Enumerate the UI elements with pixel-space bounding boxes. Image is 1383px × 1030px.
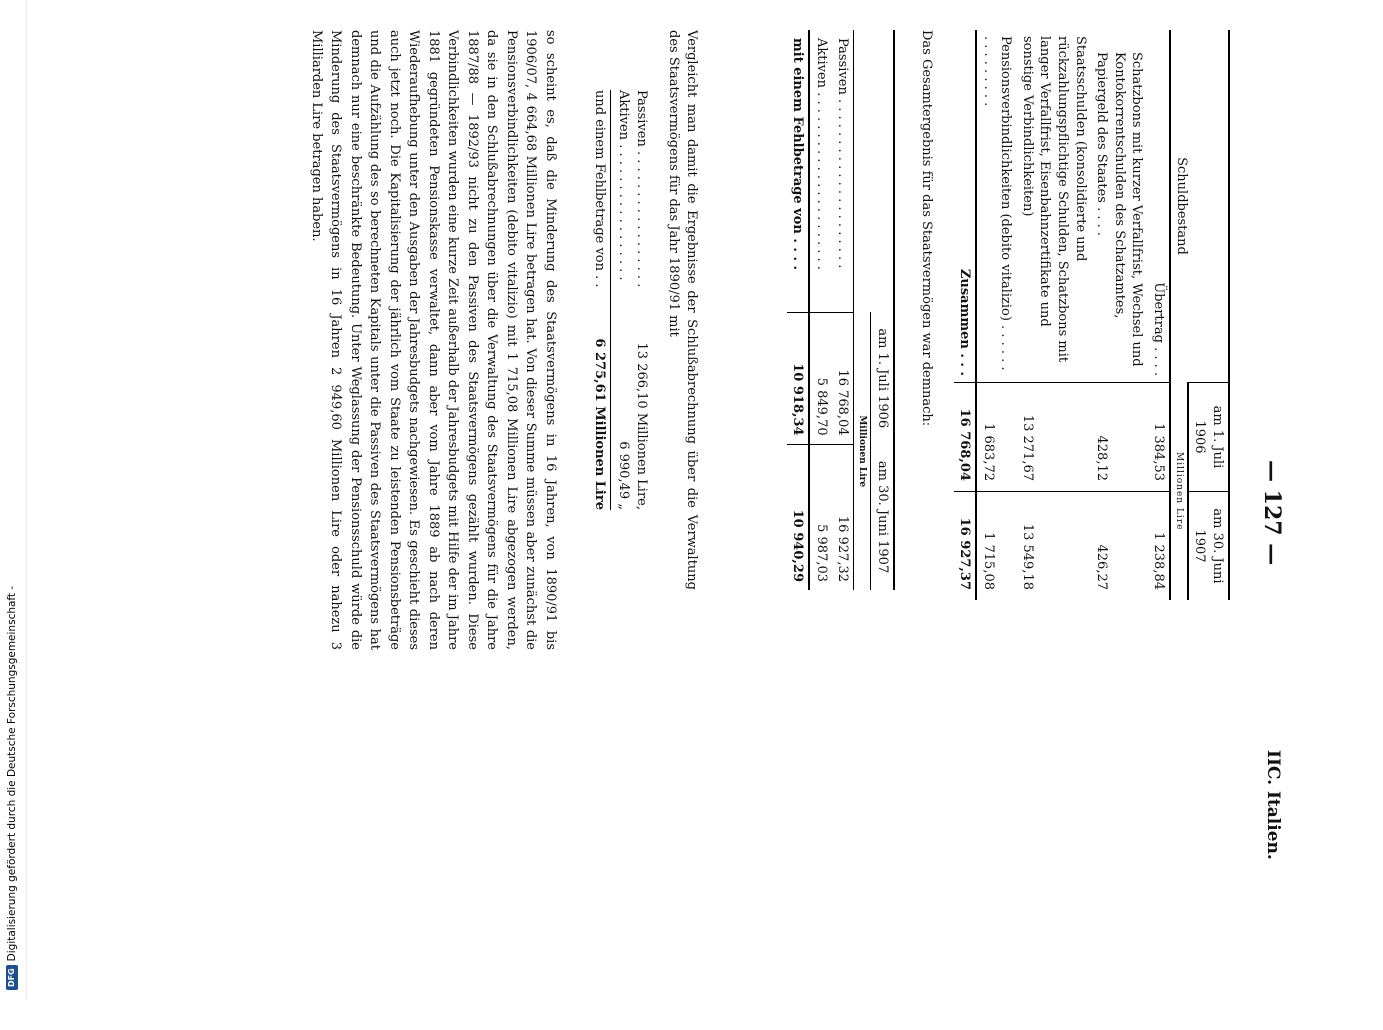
- debt-table-header-1907: am 30. Juni 1907: [1188, 492, 1229, 601]
- summary-intro: Das Gesamtergebnis für das Staatsvermögen war demnach:: [919, 30, 934, 427]
- page-number: — 127 —: [1259, 460, 1285, 566]
- value-1907: 5 987,03: [809, 444, 832, 590]
- total-1906: 10 918,34: [787, 312, 810, 444]
- total-label: mit einem Fehlbetrage von . . . .: [787, 30, 810, 312]
- comparison-aktiven: [615, 90, 633, 510]
- debt-table-header-1906: am 1. Juli 1906: [1188, 383, 1229, 492]
- dfg-logo: DFG: [6, 965, 18, 990]
- page-header: [1250, 30, 1290, 1030]
- value-1906: 13 271,67: [1016, 383, 1090, 492]
- chapter-title: IIC. Italien.: [1263, 750, 1283, 860]
- row-label: Übertrag . . . .: [1150, 282, 1166, 376]
- row-label: Schatzbons mit kurzer Verfallfrist, Wechsel und Kontokorrentschulden des Schatzamtes, Papiergeld des Staates . . . .: [1094, 52, 1145, 367]
- value-1906: 5 849,70: [809, 312, 832, 444]
- table-row: [1016, 30, 1090, 600]
- summary-table: [787, 30, 895, 590]
- digitization-note-text: Digitalisierung gefördert durch die Deutsche Forschungsgemeinschaft -: [6, 585, 18, 962]
- shortfall-value: 6 275,61 Millionen Lire: [591, 338, 607, 510]
- row-label: Passiven . . . . . . . . . . . . . . . . . . . . .: [835, 38, 851, 269]
- comparison-passiven: [632, 90, 650, 510]
- passiven-value: 13 266,10 Millionen Lire,: [634, 342, 649, 510]
- value-1907: 426,27: [1091, 492, 1148, 601]
- value-1906: 16 768,04: [832, 312, 854, 444]
- value-1907: 1 238,84: [1147, 492, 1170, 601]
- summary-unit: Millionen Lire: [854, 312, 871, 590]
- digitization-sidebar: [0, 0, 27, 1000]
- total-1906: 16 768,04: [954, 383, 977, 492]
- table-row: [1147, 30, 1170, 600]
- row-label: Aktiven . . . . . . . . . . . . . . . . . . . . . .: [813, 38, 829, 270]
- comparison-intro: Vergleicht man damit die Ergebnisse der Schlußabrechnung über die Verwaltung des Staatsvermögens für das Jahr 1890/91 mit: [666, 30, 699, 590]
- digitization-note: [3, 0, 21, 990]
- comparison-lines: [590, 90, 650, 510]
- comparison-shortfall: [590, 90, 611, 510]
- table-row: [976, 30, 1016, 600]
- value-1907: 1 715,08: [976, 492, 1016, 601]
- table-total-row: [954, 30, 977, 600]
- table-total-row: [787, 30, 810, 590]
- table-row: [1091, 30, 1148, 600]
- summary-header-1906: am 1. Juli 1906: [871, 312, 894, 444]
- summary-table-corner: [854, 30, 894, 312]
- value-1907: 13 549,18: [1016, 492, 1090, 601]
- value-1906: 428,12: [1091, 383, 1148, 492]
- row-label: Pensionsverbindlichkeiten (debito vitalizio) . . . . . . . . . . . . . . .: [980, 36, 1014, 371]
- debt-table-label-header: Schuldbestand: [1170, 30, 1229, 383]
- table-row: [832, 30, 854, 590]
- total-1907: 10 940,29: [787, 444, 810, 590]
- value-1906: 1 683,72: [976, 383, 1016, 492]
- aktiven-label: Aktiven . . . . . . . . . . . . . . . . .: [616, 90, 632, 281]
- passiven-label: Passiven . . . . . . . . . . . . . . . . .: [634, 90, 649, 288]
- debt-table-unit: Millionen Lire: [1170, 383, 1188, 601]
- table-row: [809, 30, 832, 590]
- value-1907: 16 927,32: [832, 444, 854, 590]
- summary-header-1907: am 30. Juni 1907: [871, 444, 894, 590]
- shortfall-label: und einem Fehlbetrage von . .: [591, 90, 607, 288]
- row-label: Staatsschulden (konsolidierte und rückzahlungspflichtige Schulden, Schatzbons mit langer Verfallfrist, Eisenbahnzertifikate und sonstige Verbindlichkeiten): [1019, 36, 1088, 363]
- total-label: Zusammen . . .: [954, 30, 977, 383]
- value-1906: 1 384,53: [1147, 383, 1170, 492]
- aktiven-value: 6 990,49 „: [616, 441, 632, 510]
- debt-table: [954, 30, 1230, 600]
- body-paragraph: so scheint es, daß die Minderung des Staatsvermögens in 16 Jahren, von 1890/91 bis 1906/07, 4 664,68 Millionen Lire betragen hat. Von dieser Summe müssen aber zunächst die Pensionsverbindlichkeiten (debito vitalizio) mit 1 715,08 Millionen Lire abgezogen werden, da sie in den Schlußabrechnungen über die Verwaltung des Staatsvermögens für die Jahre 1887/88 — 1892/93 nicht zu den Passiven des Staatsvermögens gezählt wurden. Diese Verbindlichkeiten wurden eine kurze Zeit außerhalb der Jahresbudgets mit Hilfe der im Jahre 1881 gegründeten Pensionskasse verwaltet, dann aber vom Jahre 1889 ab nach deren Wiederaufhebung unter den Ausgaben der Jahresbudgets nachgewiesen. Es geschieht dieses auch jetzt noch. Die Kapitalisierung der jährlich vom Staate zu leistenden Pensionsbeträge und die Aufzählung des so berechneten Kapitals unter die Passiven des Staatsvermögens hat demnach nur eine beschränkte Bedeutung. Unter Weglassung der Pensionsschuld würde die Minderung des Staatsvermögens in 16 Jahren 2 949,60 Millionen Lire oder nahezu 3 Milliarden Lire betragen haben.: [309, 30, 558, 650]
- total-1907: 16 927,37: [954, 492, 977, 601]
- scanned-page: [150, 30, 1290, 1030]
